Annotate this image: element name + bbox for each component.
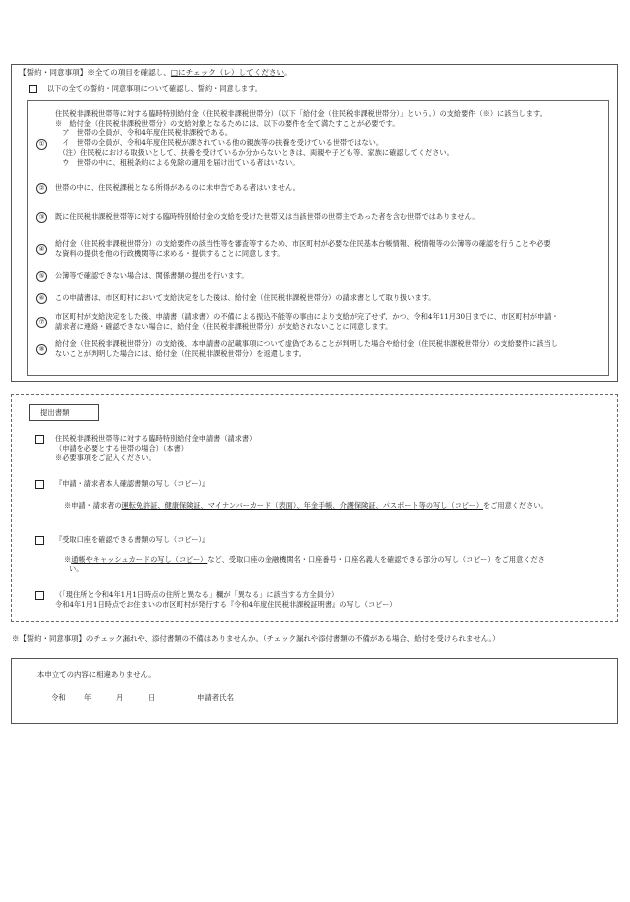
document-checkbox-1[interactable] [35,435,44,444]
pledge-section [11,64,618,382]
document-note-2: ※申請・請求者の運転免許証、健康保険証、マイナンバーカード（表面）、年金手帳、介護保険証、パスポート等の写し（コピー）をご用意ください。 [64,500,548,510]
agree-all-row[interactable] [29,84,262,94]
pledge-title: 【誓約・同意事項】※全ての項目を確認し、□にチェック（レ）してください。 [19,68,292,77]
pledge-item-number: ① [36,139,47,150]
applicant-name-label: 申請者氏名 [197,693,234,702]
document-checkbox-4[interactable] [35,591,44,600]
document-note-3: ※通帳やキャッシュカードの写し（コピー）など、受取口座の金融機関名・口座番号・口座名義人を確認できる部分の写し（コピー）をご用意くださ [64,554,545,564]
agree-all-checkbox[interactable] [29,85,37,93]
document-checkbox-2[interactable] [35,480,44,489]
documents-label: 提出書類 [29,404,99,421]
date-day-label: 日 [148,693,156,702]
pledge-item-1: ① 住民税非課税世帯等に対する臨時特別給付金（住民税非課税世帯分）（以下「給付金（住民税非課税世帯分）」という。）の支給要件（※）に該当します。 ※ 給付金（住民税非課税世帯分）の支給対象となるためには、以下の要件を全て満たすことが必要です。 ア 世帯の全員が、令和4年度住民税非課税である。 イ 世帯の全員が、令和4年度住民税が課されている他の親族等の扶養を受けている世帯ではない。 （注）住民税における取扱いとして、扶養を受けているか分からないときは、両親や子ども等、家族に確認してください。 ウ 世帯の中に、租税条約による免除の適用を届け出ている者はいない。 [28,109,600,185]
date-month-label: 月 [116,693,124,702]
document-checkbox-3[interactable] [35,536,44,545]
documents-section: 提出書類 住民税非課税世帯等に対する臨時特別給付金申請書（請求書） （申請を必要とする世帯の場合）（本書） ※必要事項をご記入ください。 『申請・請求者本人確認書類の写し（コピー）』 ※申請・請求者の運転免許証、健康保険証、マイナンバーカード（表面）、年金手帳、介護保険証、パスポート等の写し（コピー）をご用意ください。 『受取口座を確認できる書類の写し（コピー）』 ※通帳やキャッシュカードの写し（コピー）など、受取口座の金融機関名・口座番号・口座名義人を確認できる部分の写し（コピー）をご用意くださ い。 （「現住所と令和4年1月1日時点の住所と異なる」欄が「異なる」に該当する方全員分） 令和4年1月1日時点でお住まいの市区町村が発行する『令和4年度住民税非課税証明書』の写し（コピー） [11,394,618,622]
declaration-text: 本申立ての内容に相違ありません。 [37,670,156,679]
check-note: ※【誓約・同意事項】のチェック漏れや、添付書類の不備はありませんか。（チェック漏れや添付書類の不備がある場合、給付を受けられません。） [12,634,500,643]
date-era-label: 令和 [51,693,66,702]
agree-all-label: 以下の全ての誓約・同意事項について確認し、誓約・同意します。 [47,84,262,93]
declaration-section [11,658,618,724]
date-year-label: 年 [84,693,92,702]
pledge-items: ① 住民税非課税世帯等に対する臨時特別給付金（住民税非課税世帯分）（以下「給付金（住民税非課税世帯分）」という。）の支給要件（※）に該当します。 ※ 給付金（住民税非課税世帯分）の支給対象となるためには、以下の要件を全て満たすことが必要です。 ア 世帯の全員が、令和4年度住民税非課税である。 イ 世帯の全員が、令和4年度住民税が課されている他の親族等の扶養を受けている世帯ではない。 （注）住民税における取扱いとして、扶養を受けているか分からないときは、両親や子ども等、家族に確認してください。 ウ 世帯の中に、租税条約による免除の適用を届け出ている者はいない。 ② 世帯の中に、住民税課税となる所得があるのに未申告である者はいません。 ③ 既に住民税非課税世帯等に対する臨時特別給付金の支給を受けた世帯又は当該世帯の世帯主であった者を含む世帯ではありません。 ④ 給付金（住民税非課税世帯分）の支給要件の該当性等を審査等するため、市区町村が必要な住民基本台帳情報、税情報等の公簿等の確認を行うことや必要 な資料の提供を他の行政機関等に求める・提供することに同意します。 ⑤ 公簿等で確認できない場合は、関係書類の提出を行います。 ⑥ この申請書は、市区町村において支給決定をした後は、給付金（住民税非課税世帯分）の請求書として取り扱います。 ⑦ 市区町村が支給決定をした後、申請書（請求書）の不備による振込不能等の事由により支給が完了せず、かつ、令和4年11月30日までに、市区町村が申請・ 請求者に連絡・確認できない場合に、給付金（住民税非課税世帯分）が支給されないことに同意します。 ⑧ 給付金（住民税非課税世帯分）の支給後、本申請書の記載事項について虚偽であることが判明した場合や給付金（住民税非課税世帯分）の支給要件に該当し ないことが判明した場合には、給付金（住民税非課税世帯分）を返還します。 [27,100,609,376]
